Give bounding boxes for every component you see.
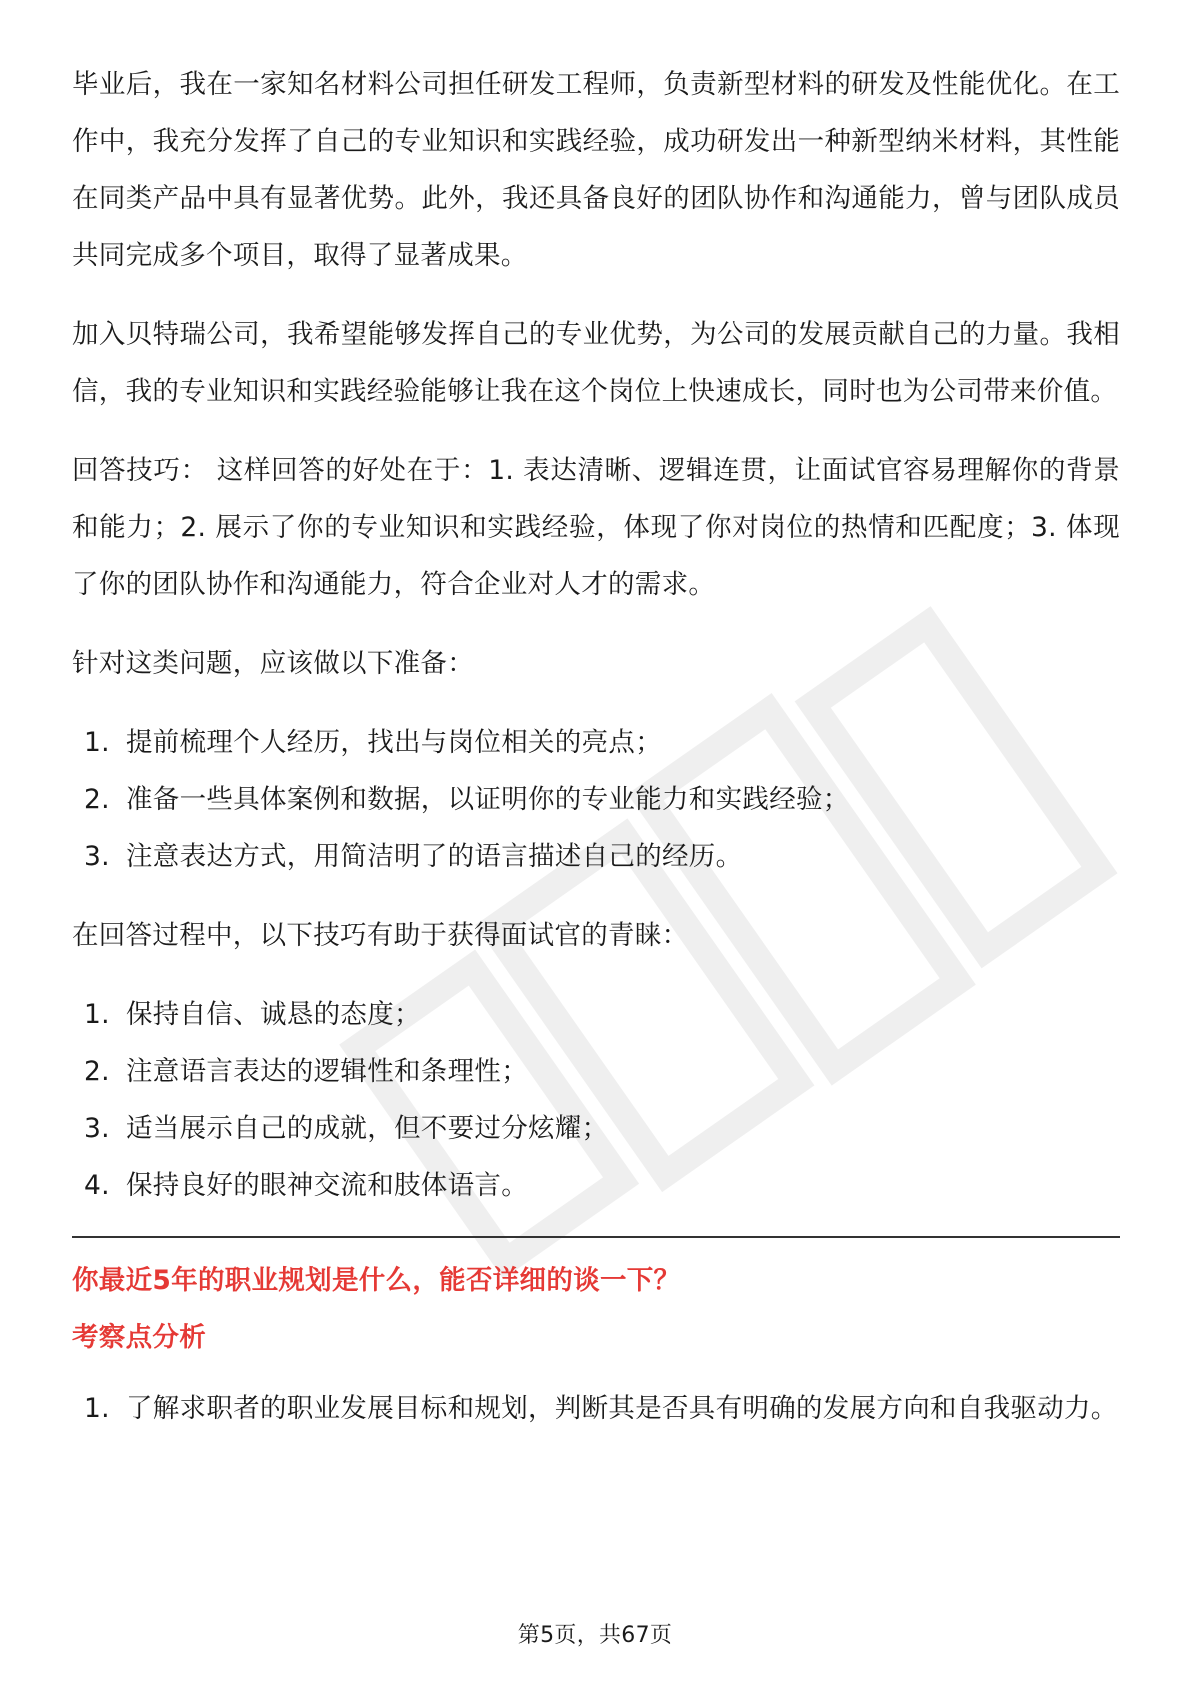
list-number: 1.	[84, 727, 110, 758]
section-divider	[72, 1236, 1120, 1238]
paragraph-tips-intro: 在回答过程中，以下技巧有助于获得面试官的青睐：	[72, 920, 689, 951]
list-number: 1.	[84, 999, 110, 1030]
list-text: 保持良好的眼神交流和肢体语言。	[126, 1170, 528, 1201]
preparation-list	[72, 714, 1120, 885]
list-number: 3.	[84, 1113, 110, 1144]
list-text: 提前梳理个人经历，找出与岗位相关的亮点；	[126, 727, 662, 758]
list-text: 准备一些具体案例和数据，以证明你的专业能力和实践经验；	[126, 784, 850, 815]
paragraph-experience: 毕业后，我在一家知名材料公司担任研发工程师，负责新型材料的研发及性能优化。在工作中，我充分发挥了自己的专业知识和实践经验，成功研发出一种新型纳米材料，其性能在同类产品中具有显著优势。此外，我还具备良好的团队协作和沟通能力，曾与团队成员共同完成多个项目，取得了显著成果。	[72, 69, 1120, 271]
list-text: 注意表达方式，用简洁明了的语言描述自己的经历。	[126, 841, 743, 872]
list-text: 了解求职者的职业发展目标和规划，判断其是否具有明确的发展方向和自我驱动力。	[126, 1393, 1118, 1424]
list-text: 适当展示自己的成就，但不要过分炫耀；	[126, 1113, 609, 1144]
list-number: 2.	[84, 1056, 110, 1087]
question-title: 你最近5年的职业规划是什么，能否详细的谈一下？	[72, 1265, 681, 1296]
paragraph-preparation-intro: 针对这类问题，应该做以下准备：	[72, 648, 474, 679]
paragraph-motivation: 加入贝特瑞公司，我希望能够发挥自己的专业优势，为公司的发展贡献自己的力量。我相信，我的专业知识和实践经验能够让我在这个岗位上快速成长，同时也为公司带来价值。	[72, 319, 1120, 407]
list-item	[72, 986, 1120, 1043]
list-number: 2.	[84, 784, 110, 815]
list-item	[72, 1043, 1120, 1100]
page-footer: 第5页，共67页	[517, 1623, 673, 1648]
list-number: 1.	[84, 1393, 110, 1424]
list-text: 保持自信、诚恳的态度；	[126, 999, 421, 1030]
list-number: 3.	[84, 841, 110, 872]
list-text: 注意语言表达的逻辑性和条理性；	[126, 1056, 528, 1087]
document-page	[72, 56, 1120, 1459]
tips-list	[72, 986, 1120, 1214]
list-item	[72, 828, 1120, 885]
list-item	[72, 771, 1120, 828]
list-number: 4.	[84, 1170, 110, 1201]
paragraph-answer-tips: 回答技巧： 这样回答的好处在于：1. 表达清晰、逻辑连贯，让面试官容易理解你的背景和能力；2. 展示了你的专业知识和实践经验，体现了你对岗位的热情和匹配度；3. 体现了你的团队协作和沟通能力，符合企业对人才的需求。	[72, 455, 1120, 600]
list-item	[72, 714, 1120, 771]
analysis-list	[72, 1380, 1120, 1437]
list-item	[72, 1100, 1120, 1157]
list-item	[72, 1157, 1120, 1214]
list-item	[72, 1380, 1120, 1437]
analysis-heading: 考察点分析	[72, 1322, 206, 1353]
